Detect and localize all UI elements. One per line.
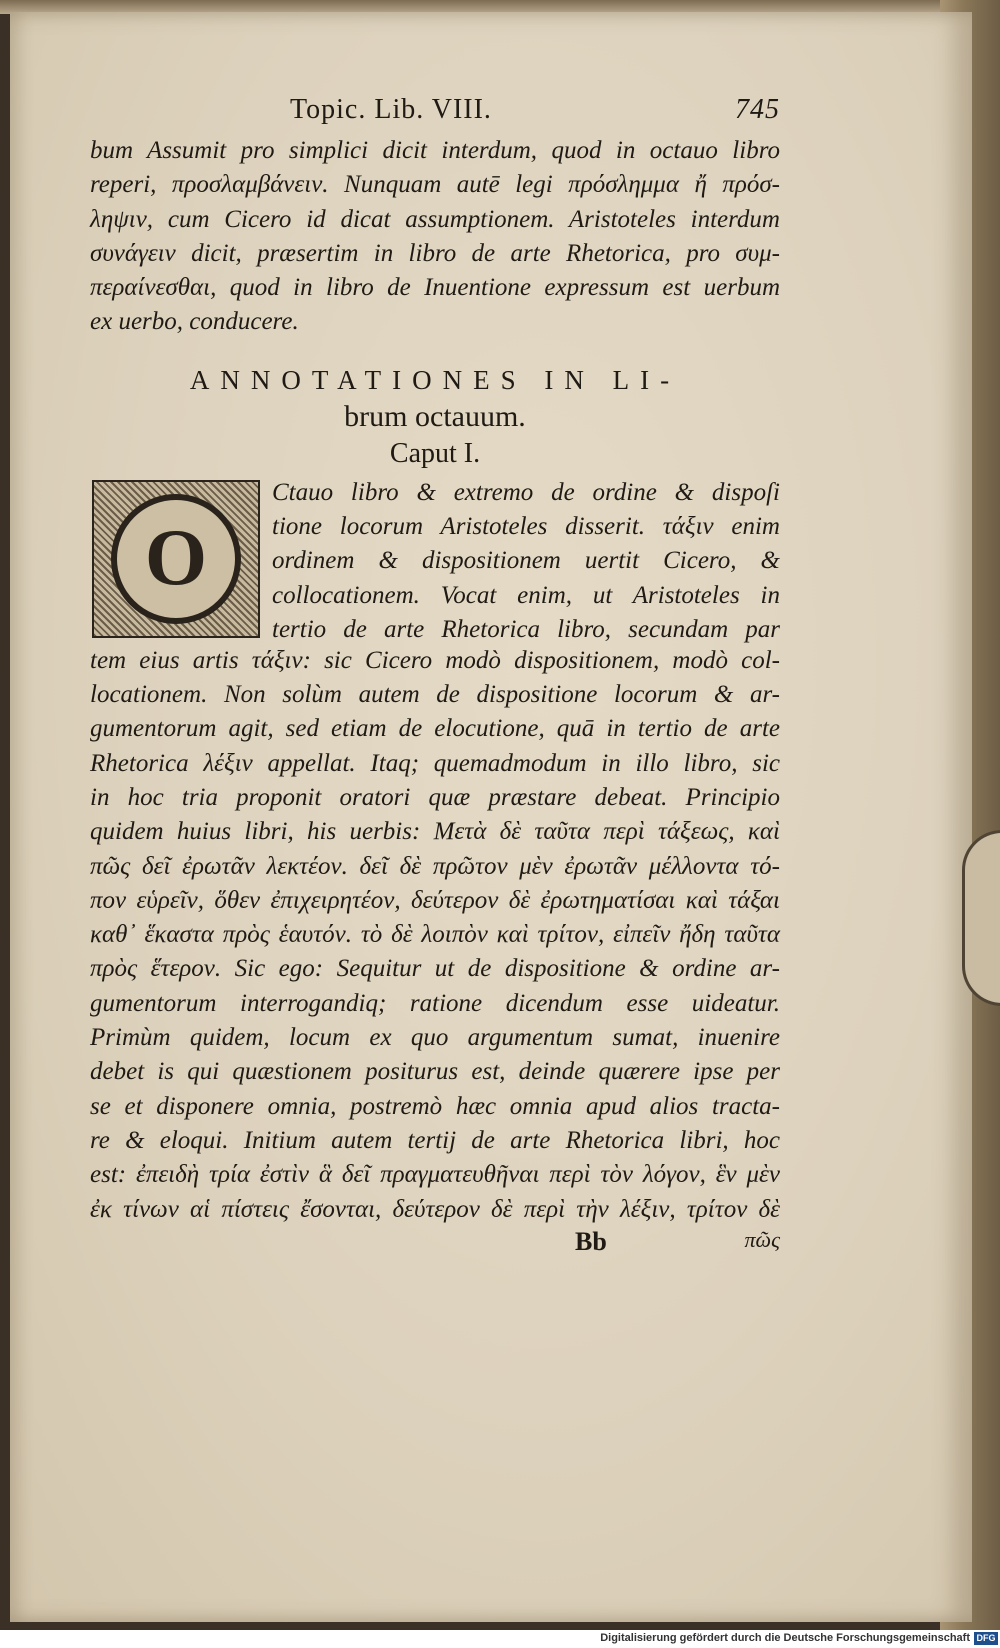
signature-row — [90, 1227, 780, 1263]
book-page — [10, 12, 972, 1622]
text-line: quidem huius libri, his uerbis: Μετὰ δὲ ταῦτα περὶ τάξεως, καὶ — [90, 818, 780, 846]
running-head — [90, 94, 780, 134]
text-line: reperi, προσλαμβάνειν. Nunquam autē legi πρόσλημμα ἤ πρόσ- — [90, 171, 780, 199]
section-heading: ANNOTATIONES IN LI- — [189, 364, 681, 395]
footer-credit: Digitalisierung gefördert durch die Deutsche Forschungsgemeinschaft — [600, 1632, 970, 1644]
text-line: collocationem. Vocat enim, ut Aristoteles in — [272, 581, 780, 609]
text-line: in hoc tria proponit oratori quæ præstare debeat. Principio — [90, 783, 780, 811]
greek-line: est: ἐπειδὴ τρία ἐστὶν ἃ δεῖ πραγματευθῆναι περὶ τὸν λόγον, ἓν μὲν — [90, 1161, 780, 1189]
text-line: tione locorum Aristoteles disserit. τάξιν enim — [272, 513, 780, 541]
text-line: gumentorum interrogandiq; ratione dicendum esse uideatur. — [90, 989, 780, 1017]
text-line: Primùm quidem, locum ex quo argumentum sumat, inuenire — [90, 1024, 780, 1052]
text-line: ex uerbo, conducere. — [90, 308, 299, 336]
catchword: πῶς — [744, 1226, 780, 1252]
text-line: Rhetorica λέξιν appellat. Itaq; quemadmodum in illo libro, sic — [90, 749, 780, 777]
opening-paragraph — [90, 476, 780, 644]
text-line: συνάγειν dicit, præsertim in libro de arte Rhetorica, pro συμ- — [90, 239, 780, 267]
text-line: πρὸς ἕτερον. Sic ego: Sequitur ut de dispositione & ordine ar- — [90, 955, 780, 983]
text-line: Ctauo libro & extremo de ordine & dispoſi — [272, 478, 780, 506]
digitization-footer — [0, 1630, 1000, 1648]
text-line: περαίνεσθαι, quod in libro de Inuentione expressum est uerbum — [90, 274, 780, 302]
top-paragraph — [90, 134, 780, 340]
text-line: ληψιν, cum Cicero id dicat assumptionem. Aristoteles interdum — [90, 205, 780, 233]
section-heading-continued: brum octauum. — [344, 399, 526, 433]
book-clasp — [962, 830, 1000, 1006]
text-line: ordinem & dispositionem uertit Cicero, & — [272, 547, 780, 575]
initial-adjacent-lines — [272, 476, 780, 647]
text-line: tem eius artis τάξιν: sic Cicero modò dispositionem, modò col- — [90, 646, 780, 674]
signature-mark: Bb — [575, 1226, 607, 1256]
decorated-initial-image — [92, 480, 260, 638]
dfg-logo-icon: DFG — [974, 1632, 998, 1645]
initial-letter: O — [111, 494, 241, 624]
chapter-title: Caput I. — [389, 437, 481, 469]
folio-number: 745 — [735, 94, 780, 125]
text-line: locationem. Non solùm autem de dispositione locorum & ar- — [90, 681, 780, 709]
body-paragraph — [90, 644, 780, 1227]
running-head-title: Topic. Lib. VIII. — [290, 94, 492, 125]
text-line: debet is qui quæstionem positurus est, deinde quærere ipse per — [90, 1058, 780, 1086]
text-line: bum Assumit pro simplici dicit interdum, quod in octauo libro — [90, 137, 780, 164]
text-line: tertio de arte Rhetorica libro, secundam par — [272, 615, 780, 643]
greek-line: καθ᾽ ἕκαστα πρὸς ἑαυτόν. τὸ δὲ λοιπὸν καὶ τρίτον, εἰπεῖν ἤδη ταῦτα — [90, 921, 780, 949]
greek-line: ἐκ τίνων αἱ πίστεις ἔσονται, δεύτερον δὲ περὶ τὴν λέξιν, τρίτον δὲ — [90, 1195, 780, 1223]
text-block — [90, 94, 780, 1263]
greek-line: πῶς δεῖ ἐρωτᾶν λεκτέον. δεῖ δὲ πρῶτον μὲν ἐρωτᾶν μέλλοντα τό- — [90, 852, 780, 880]
text-line: se et disponere omnia, postremò hæc omnia apud alios tracta- — [90, 1092, 780, 1120]
greek-line: πον εὑρεῖν, ὅθεν ἐπιχειρητέον, δεύτερον δὲ ἐρωτηματίσαι καὶ τάξαι — [90, 886, 780, 914]
text-line: re & eloqui. Initium autem tertij de arte Rhetorica libri, hoc — [90, 1126, 780, 1154]
text-line: gumentorum agit, sed etiam de elocutione, quā in tertio de arte — [90, 715, 780, 743]
